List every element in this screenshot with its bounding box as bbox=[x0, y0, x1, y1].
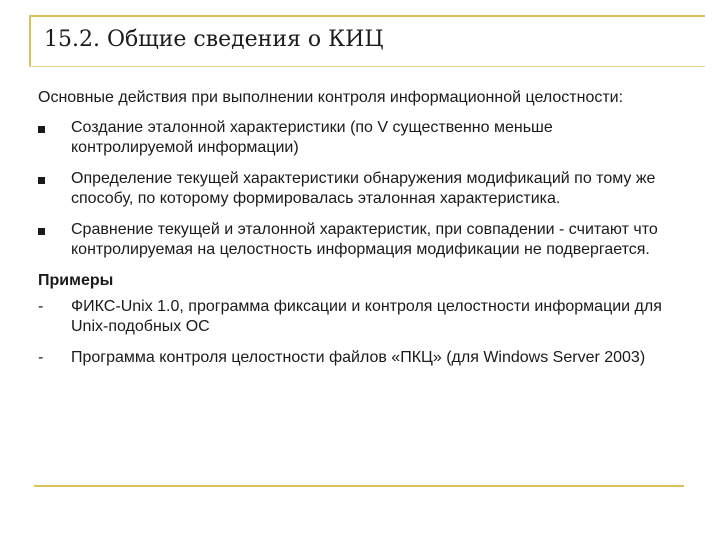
intro-text: Основные действия при выполнении контроля информационной целостности: bbox=[38, 89, 624, 106]
title-left-rule bbox=[29, 15, 31, 67]
example-text: Программа контроля целостности файлов «ПКЦ» (для Windows Server 2003) bbox=[71, 349, 646, 366]
dash-bullet-icon: - bbox=[38, 298, 44, 315]
title-top-rule bbox=[29, 15, 705, 17]
bullet-item bbox=[38, 118, 678, 158]
slide-title: 15.2. Общие сведения о КИЦ bbox=[44, 27, 384, 52]
example-item bbox=[38, 297, 678, 337]
title-bottom-rule bbox=[29, 66, 705, 67]
slide-body bbox=[38, 88, 678, 379]
bullet-item bbox=[38, 220, 678, 260]
example-text: ФИКС-Unix 1.0, программа фиксации и контроля целостности информации для Unix-подобных ОС bbox=[71, 298, 662, 335]
square-bullet-icon bbox=[38, 177, 45, 184]
bullet-text: Определение текущей характеристики обнаружения модификаций по тому же способу, по которому формировалась эталонная характеристика. bbox=[71, 170, 656, 207]
example-item bbox=[38, 348, 678, 368]
examples-heading: Примеры bbox=[38, 272, 114, 289]
bullet-text: Сравнение текущей и эталонной характеристик, при совпадении - считают что контролируемая на целостность информация модификации не подвергается. bbox=[71, 221, 658, 258]
square-bullet-icon bbox=[38, 228, 45, 235]
dash-bullet-icon: - bbox=[38, 349, 44, 366]
bullet-item bbox=[38, 169, 678, 209]
square-bullet-icon bbox=[38, 126, 45, 133]
bottom-rule bbox=[34, 485, 684, 487]
bullet-text: Создание эталонной характеристики (по V существенно меньше контролируемой информации) bbox=[71, 119, 553, 156]
